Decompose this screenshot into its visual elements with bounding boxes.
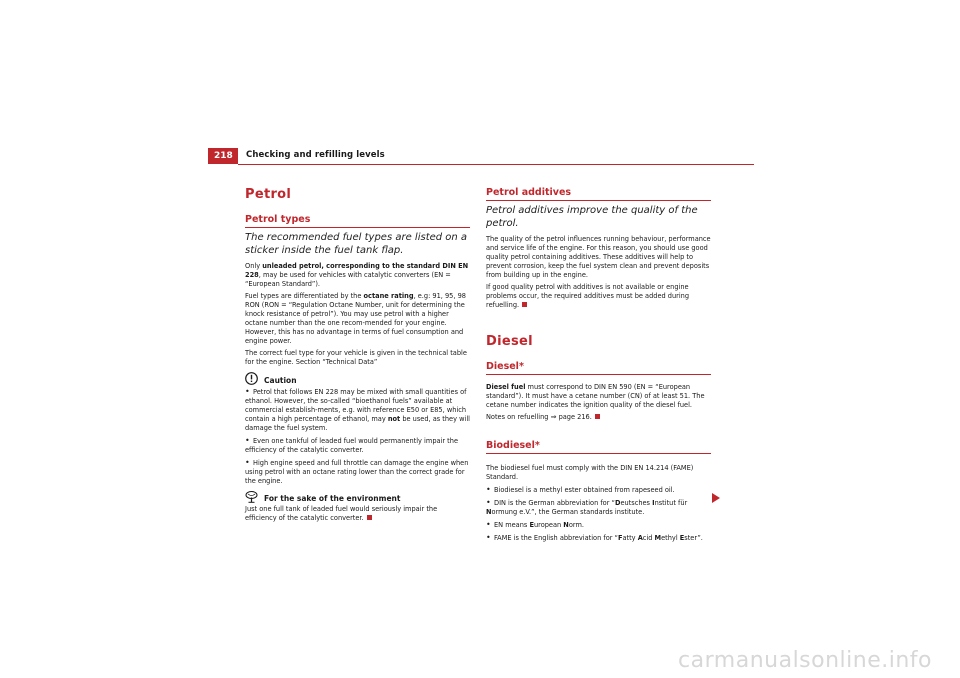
caution-bullet: • Petrol that follows EN 228 may be mixed with small quantities of ethanol. However, the so-called “bioethanol fuels” available at commercial establish-ments, e.g. with reference E50 or E85, which contain a high percentage of ethanol, may not be used, as they will damage the fuel system. <box>245 387 470 432</box>
environment-label: For the sake of the environment <box>264 494 401 503</box>
petrol-additives-lead: Petrol additives improve the quality of the petrol. <box>486 205 698 229</box>
caution-bullet: • Even one tankful of leaded fuel would permanently impair the efficiency of the catalytic converter. <box>245 436 458 454</box>
biodiesel-bullet: • DIN is the German abbreviation for “Deutsches Institut für Normung e.V.”, the German standards institute. <box>486 498 688 516</box>
end-of-section-marker <box>522 302 527 307</box>
biodiesel-subheading: Biodiesel* <box>486 440 711 454</box>
left-column <box>245 187 470 526</box>
biodiesel-bullet: • EN means European Norm. <box>486 520 584 529</box>
petrol-types-lead: The recommended fuel types are listed on a sticker inside the fuel tank flap. <box>245 232 468 256</box>
octane-paragraph: Fuel types are differentiated by the octane rating, e.g: 91, 95, 98 RON (RON = “Regulation Octane Number, unit for determining the knock resistance of petrol”). You may use petrol with a higher octane number than the one recom-mended for your engine. However, this has no advantage in terms of fuel consumption and engine power. <box>245 292 466 345</box>
diesel-refuel-note: Notes on refuelling ⇒ page 216. <box>486 413 711 422</box>
biodiesel-paragraph: The biodiesel fuel must comply with the DIN EN 14.214 (FAME) Standard. <box>486 464 694 481</box>
section-header-title: Checking and refilling levels <box>246 150 385 160</box>
biodiesel-bullet: • Biodiesel is a methyl ester obtained from rapeseed oil. <box>486 485 675 494</box>
reference-arrow-icon: ⇒ <box>550 413 557 421</box>
diesel-heading: Diesel <box>486 334 533 349</box>
right-column <box>486 187 711 546</box>
additives-paragraph: If good quality petrol with additives is not available or engine problems occur, the required additives must be added during refuelling. <box>486 283 690 309</box>
diesel-paragraph: Diesel fuel must correspond to DIN EN 590 (EN = “European standard”). It must have a cetane number (CN) of at least 51. The cetane number indicates the ignition quality of the diesel fuel. <box>486 383 705 409</box>
unleaded-paragraph: Only unleaded petrol, corresponding to the standard DIN EN 228, may be used for vehicles with catalytic converters (EN = “European Standard”). <box>245 262 469 288</box>
petrol-types-subheading: Petrol types <box>245 214 470 228</box>
caution-label: Caution <box>264 376 297 385</box>
biodiesel-bullet: • FAME is the English abbreviation for “Fatty Acid Methyl Ester”. <box>486 533 703 542</box>
caution-bullet: • High engine speed and full throttle can damage the engine when using petrol with an octane rating lower than the correct grade for the engine. <box>245 458 469 485</box>
additives-paragraph: The quality of the petrol influences running behaviour, performance and service life of the engine. For this reason, you should use good quality petrol containing additives. These additives will help to prevent corrosion, keep the fuel system clean and prevent deposits from building up in the engine. <box>486 235 711 279</box>
environment-header <box>245 491 470 503</box>
page-number: 218 <box>208 148 238 164</box>
end-of-section-marker <box>595 414 600 419</box>
right-arrow-icon[interactable] <box>712 493 720 503</box>
fuel-type-paragraph: The correct fuel type for your vehicle is given in the technical table for the engine. Section “Technical Data” <box>245 349 467 366</box>
page-reference-link[interactable]: page 216. <box>556 413 592 421</box>
petrol-additives-subheading: Petrol additives <box>486 187 711 201</box>
exclamation-circle-icon <box>245 372 258 385</box>
watermark: carmanualsonline.info <box>678 648 932 673</box>
petrol-heading: Petrol <box>245 187 292 202</box>
header-rule <box>238 164 754 165</box>
end-of-section-marker <box>367 515 372 520</box>
caution-header <box>245 372 470 385</box>
diesel-subheading: Diesel* <box>486 361 711 375</box>
environment-text: Just one full tank of leaded fuel would seriously impair the efficiency of the catalytic converter. <box>245 505 438 522</box>
environment-tree-icon <box>245 491 258 503</box>
